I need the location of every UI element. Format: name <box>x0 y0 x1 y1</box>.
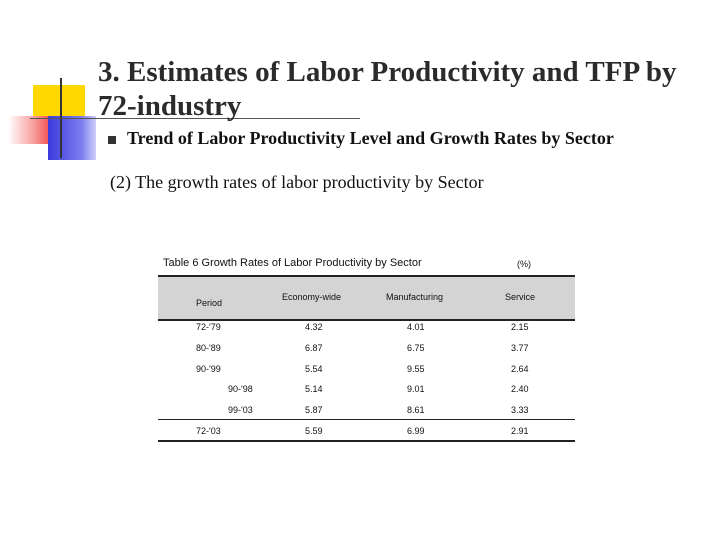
slide-title: 3. Estimates of Labor Productivity and TFP by 72-industry <box>98 56 677 122</box>
cell-economy-wide: 5.87 <box>305 405 323 415</box>
table-divider <box>158 419 575 420</box>
cell-manufacturing: 6.99 <box>407 426 425 436</box>
cell-manufacturing: 4.01 <box>407 322 425 332</box>
header-manufacturing: Manufacturing <box>386 292 444 302</box>
cell-period: 90-'98 <box>228 384 253 394</box>
table-caption: Table 6 Growth Rates of Labor Productivity by Sector <box>163 257 422 269</box>
cell-service: 2.40 <box>511 384 529 394</box>
cell-period: 90-'99 <box>196 364 221 374</box>
cell-economy-wide: 5.14 <box>305 384 323 394</box>
cell-service: 2.15 <box>511 322 529 332</box>
cell-manufacturing: 9.55 <box>407 364 425 374</box>
table-row <box>158 338 575 358</box>
subheading: (2) The growth rates of labor productivity by Sector <box>110 172 484 192</box>
cell-service: 3.33 <box>511 405 529 415</box>
table-bottom-rule <box>158 440 575 442</box>
table-row <box>158 317 575 337</box>
cell-economy-wide: 5.54 <box>305 364 323 374</box>
cell-service: 2.91 <box>511 426 529 436</box>
table-row <box>158 421 575 441</box>
table-row <box>158 379 575 399</box>
cell-period: 72-'03 <box>196 426 221 436</box>
cell-economy-wide: 6.87 <box>305 343 323 353</box>
cell-service: 2.64 <box>511 364 529 374</box>
decor-blue-gradient-block <box>48 116 96 160</box>
cell-period: 80-'89 <box>196 343 221 353</box>
cell-period: 99-'03 <box>228 405 253 415</box>
header-period: Period <box>196 298 223 308</box>
header-economy-wide: Economy-wide <box>282 292 342 302</box>
square-bullet-icon <box>108 136 116 144</box>
header-service: Service <box>505 292 536 302</box>
cell-manufacturing: 9.01 <box>407 384 425 394</box>
cell-manufacturing: 8.61 <box>407 405 425 415</box>
cell-economy-wide: 4.32 <box>305 322 323 332</box>
bullet-text: Trend of Labor Productivity Level and Growth Rates by Sector <box>127 128 614 148</box>
cell-period: 72-'79 <box>196 322 221 332</box>
cell-service: 3.77 <box>511 343 529 353</box>
table-row <box>158 400 575 420</box>
table-row <box>158 359 575 379</box>
table-header <box>158 275 575 321</box>
cell-economy-wide: 5.59 <box>305 426 323 436</box>
cell-manufacturing: 6.75 <box>407 343 425 353</box>
table-unit: (%) <box>517 259 531 269</box>
